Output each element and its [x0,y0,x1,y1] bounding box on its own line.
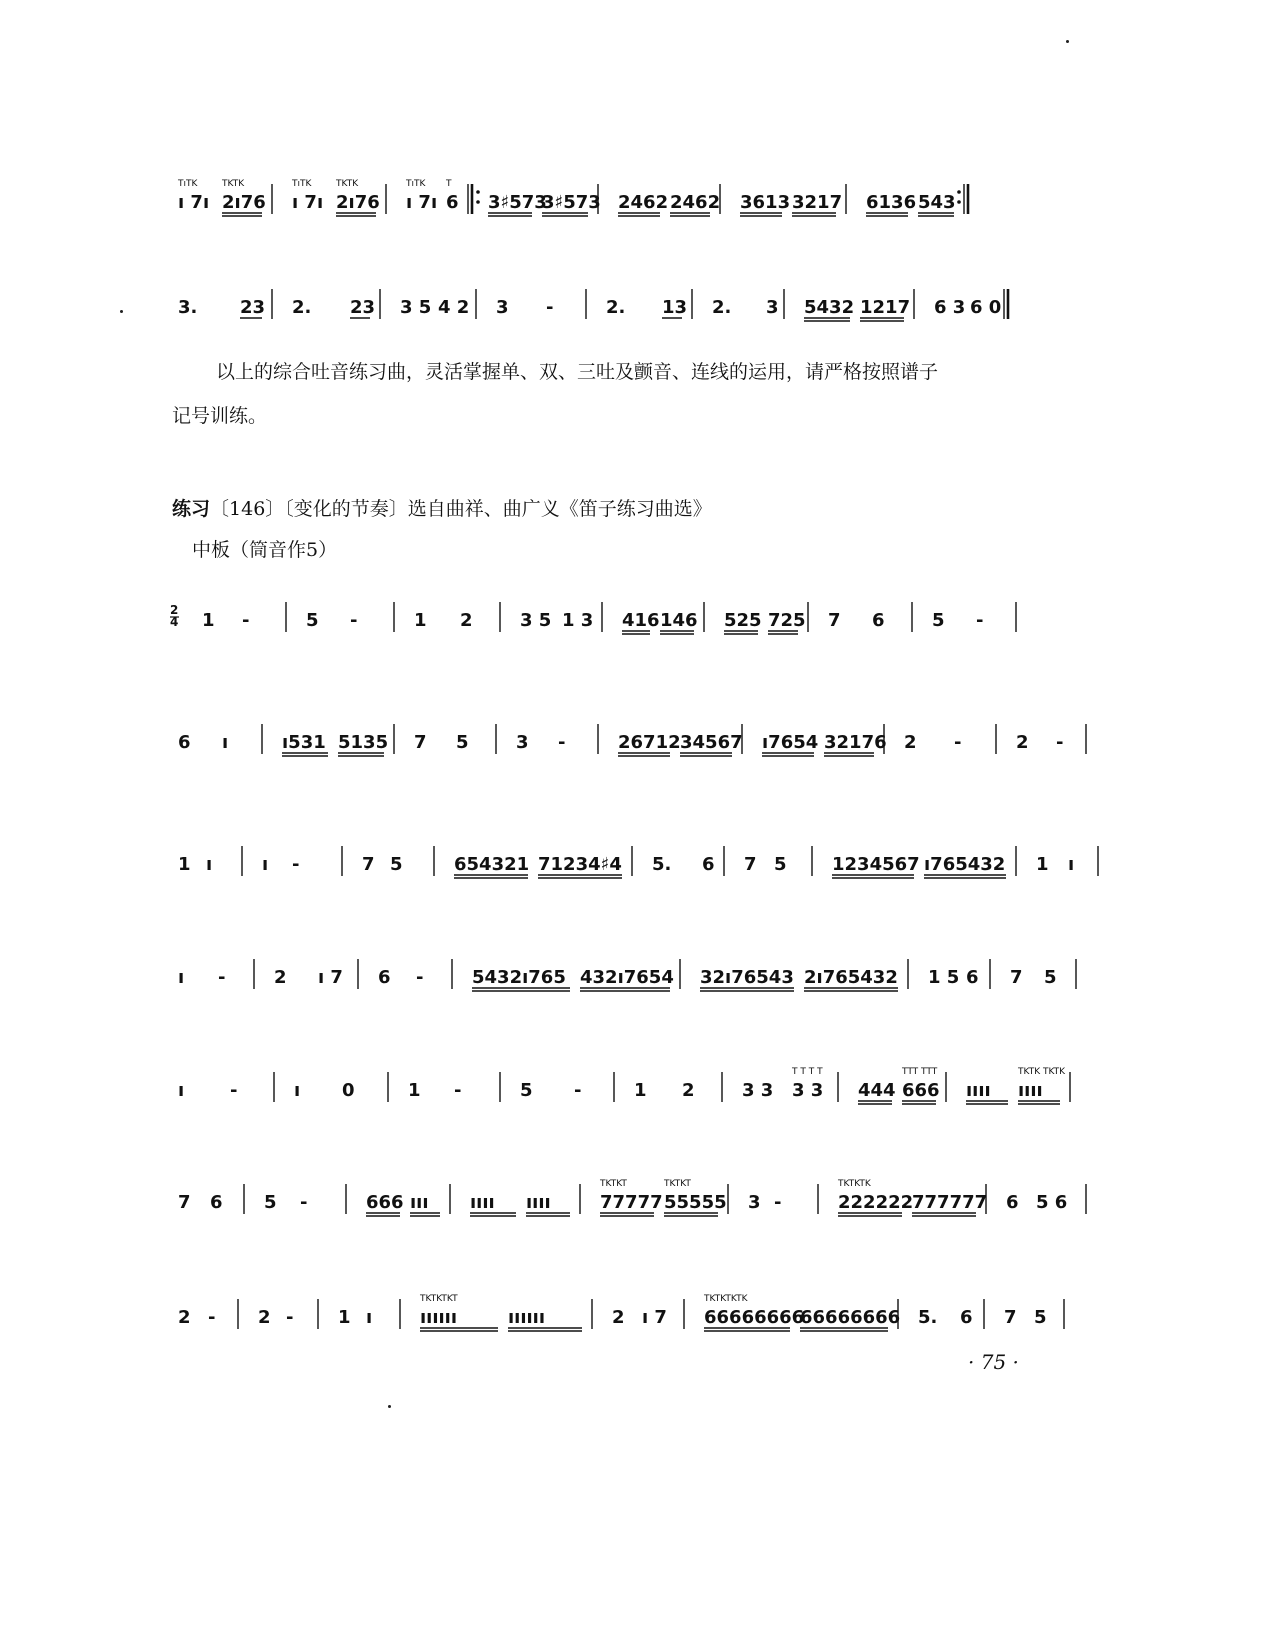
note-group: 66666666 [800,1307,901,1328]
note-group: 725 [768,610,806,631]
note-group: ı 7ı [406,192,438,213]
note-group: 2 [274,967,287,988]
note-group: ıııı [966,1080,991,1101]
note-group: 3. [178,297,198,318]
note-group: ı [178,1080,185,1101]
note-group: 2 [460,610,473,631]
note-group: 3 [748,1192,761,1213]
note-group: 3♯573 [542,192,601,213]
dash: - [286,1307,294,1328]
articulation-mark: TTT TTT [902,1067,938,1077]
note-group: ıııı [526,1192,551,1213]
note-group: ı531 [282,732,326,753]
articulation-mark: TıTK [292,179,312,189]
staff-line-8 [170,1160,1068,1230]
articulation-mark: TKTK TKTK [1018,1067,1066,1077]
note-group: 777777 [912,1192,988,1213]
note-group: 5. [918,1307,938,1328]
note-group: 6 3 [934,297,966,318]
note-group: 432ı7654 [580,967,674,988]
note-group: 7 [178,1192,191,1213]
note-group: 1 [178,854,191,875]
staff-line-9 [170,1275,1050,1345]
barline [468,184,480,214]
note-group: 5 [932,610,945,631]
note-group: 5135 [338,732,389,753]
note-group: 2 [682,1080,695,1101]
note-group: 6 [178,732,191,753]
note-group: ı 7 [642,1307,667,1328]
note-group: 3 3 [742,1080,774,1101]
articulation-mark: TKTKTKTK [704,1294,748,1304]
note-group: 3613 [740,192,791,213]
dash: - [558,732,566,753]
scan-speck [1066,40,1069,43]
articulation-mark: TKTKT [664,1179,691,1189]
note-group: ı [1068,854,1075,875]
note-group: 32ı76543 [700,967,794,988]
note-group: 5 [390,854,403,875]
note-group: 5 [264,1192,277,1213]
note-group: ı 7 [318,967,343,988]
note-group: 6 [378,967,391,988]
note-group: 3♯573 [488,192,547,213]
note-group: 2 [258,1307,271,1328]
note-group: 77777 [600,1192,663,1213]
note-group: ıııı [470,1192,495,1213]
dash: - [218,967,226,988]
note-group: 71234♯4 [538,854,622,875]
note-group: 5 [1044,967,1057,988]
articulation-mark: TKTKTK [838,1179,871,1189]
note-group: 5 [520,1080,533,1101]
scan-speck [120,310,123,313]
note-group: 2ı76 [222,192,266,213]
articulation-mark: TKTK [222,179,245,189]
note-group: 222222 [838,1192,914,1213]
note-group: 7 [744,854,757,875]
note-group: 2. [292,297,312,318]
barline [1004,289,1008,319]
articulation-mark: TKTKT [600,1179,627,1189]
note-group: ı [294,1080,301,1101]
articulation-mark: TıTK [406,179,426,189]
note-group: 23 [350,297,376,318]
instruction-line-1: 以上的综合吐音练习曲，灵活掌握单、双、三吐及颤音、连线的运用，请严格按照谱子 [216,361,939,383]
scan-speck [388,1405,391,1408]
note-group: 3 5 [400,297,432,318]
note-group: 1217 [860,297,911,318]
note-group: 1 [338,1307,351,1328]
note-group: 525 [724,610,762,631]
note-group: ı 7ı [292,192,324,213]
dash: - [416,967,424,988]
tempo-marking: 中板（筒音作5） [192,539,338,561]
page-number: · 75 · [968,1350,1019,1374]
exercise-title: 〔146〕〔变化的节奏〕选自曲祥、曲广义《笛子练习曲选》 [210,498,712,520]
articulation-mark: TıTK [178,179,198,189]
dash: - [774,1192,782,1213]
dash: - [574,1080,582,1101]
note-group: 1 [202,610,215,631]
note-group: 3 [496,297,509,318]
note-group: 2ı765432 [804,967,898,988]
time-signature-denominator: 4 [170,615,179,629]
note-group: ıııııı [508,1307,546,1328]
note-group: 26712 [618,732,681,753]
staff-line-2 [170,265,1050,335]
note-group: ı [222,732,229,753]
note-group: 4 2 [438,297,470,318]
note-group: 3 5 [520,610,552,631]
dash: - [1056,732,1064,753]
dash: - [546,297,554,318]
note-group: 6 [1006,1192,1019,1213]
note-group: 1 5 [928,967,960,988]
note-group: 1 [408,1080,421,1101]
note-group: 3 3 [792,1080,824,1101]
note-group: 2. [606,297,626,318]
note-group: 6 0 [970,297,1002,318]
note-group: 0 [342,1080,355,1101]
exercise-label: 练习 [172,498,211,520]
note-group: 5. [652,854,672,875]
note-group: 7 [414,732,427,753]
note-group: 5 6 [1036,1192,1068,1213]
note-group: 2 [612,1307,625,1328]
note-group: 5432 [804,297,855,318]
note-group: 23 [240,297,266,318]
instruction-paragraph [172,350,1052,438]
note-group: ı7654 [762,732,819,753]
note-group: 6 [446,192,459,213]
note-group: ı [262,854,269,875]
exercise-heading [172,494,712,521]
note-group: 7 [1004,1307,1017,1328]
articulation-mark: TKTKTKT [420,1294,458,1304]
note-group: 5 [1034,1307,1047,1328]
note-group: 2ı76 [336,192,380,213]
staff-line-4 [170,700,1064,770]
note-group: 2. [712,297,732,318]
note-group: 32176 [824,732,887,753]
note-group: 5 [774,854,787,875]
dash: - [976,610,984,631]
note-group: 13 [662,297,688,318]
note-group: 654321 [454,854,530,875]
note-group: 6 [960,1307,973,1328]
articulation-mark: T T T T [792,1067,823,1077]
note-group: ıııı [1018,1080,1043,1101]
dash: - [954,732,962,753]
note-group: 7 [362,854,375,875]
note-group: 2 [178,1307,191,1328]
note-group: 666 [902,1080,940,1101]
note-group: 3 [766,297,779,318]
note-group: ı 7ı [178,192,210,213]
note-group: ııı [410,1192,429,1213]
note-group: 7 [1010,967,1023,988]
note-group: ı [178,967,185,988]
note-group: 66666666 [704,1307,805,1328]
articulation-mark: TKTK [336,179,359,189]
note-group: 6 [966,967,979,988]
note-group: ı [366,1307,373,1328]
note-group: 416 [622,610,660,631]
note-group: 5 [306,610,319,631]
note-group: ı765432 [924,854,1006,875]
dash: - [350,610,358,631]
note-group: 146 [660,610,698,631]
note-group: 6 [872,610,885,631]
staff-line-3 [170,578,1050,648]
staff-line-5 [170,822,1075,892]
dash: - [454,1080,462,1101]
note-group: 2462 [618,192,669,213]
dash: - [292,854,300,875]
note-group: 6136 [866,192,917,213]
note-group: 2462 [670,192,721,213]
note-group: ı [206,854,213,875]
note-group: 3217 [792,192,843,213]
note-group: ıııııı [420,1307,458,1328]
note-group: 1 [414,610,427,631]
note-group: 666 [366,1192,404,1213]
note-group: 34567 [680,732,743,753]
dash: - [242,610,250,631]
staff-line-7 [170,1048,1066,1118]
note-group: 1234567 [832,854,920,875]
note-group: 55555 [664,1192,727,1213]
note-group: 6 [702,854,715,875]
note-group: 7 [828,610,841,631]
instruction-line-2: 记号训练。 [172,405,268,427]
staff-line-6 [170,935,1057,1005]
barline [957,184,968,214]
note-group: 2 [904,732,917,753]
note-group: 5 [456,732,469,753]
note-group: 1 [1036,854,1049,875]
staff-line-1 [170,160,1050,230]
note-group: 6 [210,1192,223,1213]
note-group: 543 [918,192,956,213]
note-group: 1 3 [562,610,594,631]
time-signature-numerator: 2 [170,603,179,617]
note-group: 444 [858,1080,896,1101]
dash: - [230,1080,238,1101]
dash: - [300,1192,308,1213]
note-group: 1 [634,1080,647,1101]
note-group: 5432ı765 [472,967,566,988]
articulation-mark: T [446,179,452,189]
dash: - [208,1307,216,1328]
note-group: 3 [516,732,529,753]
note-group: 2 [1016,732,1029,753]
